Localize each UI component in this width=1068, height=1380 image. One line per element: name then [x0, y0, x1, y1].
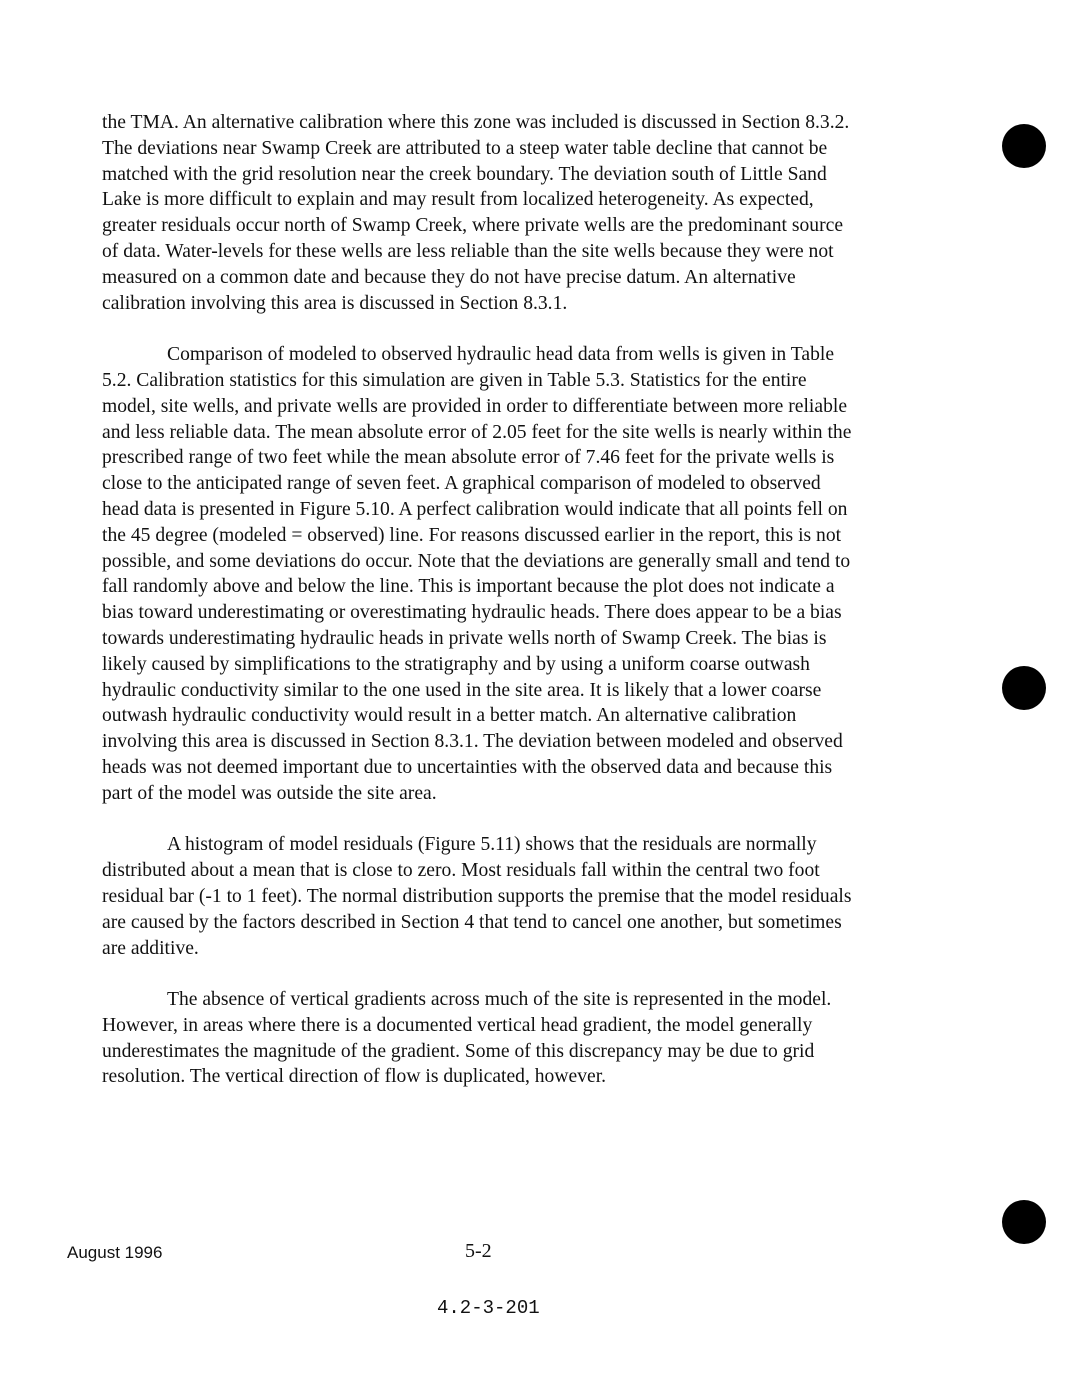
punch-hole-bottom	[1002, 1200, 1046, 1244]
body-text	[102, 110, 862, 1116]
footer-page-number: 5-2	[465, 1240, 492, 1262]
punch-hole-top	[1002, 124, 1046, 168]
punch-hole-middle	[1002, 666, 1046, 710]
paragraph-residual-histogram: A histogram of model residuals (Figure 5.11) shows that the residuals are normally distributed about a mean that is close to zero. Most residuals fall within the central two foot residual bar (-1 to 1 feet). The normal distribution supports the premise that the model residuals are caused by the factors described in Section 4 that tend to cancel one another, but sometimes are additive.	[102, 834, 852, 959]
document-number: 4.2-3-201	[437, 1297, 540, 1319]
paragraph-calibration-statistics: Comparison of modeled to observed hydraulic head data from wells is given in Table 5.2. Calibration statistics for this simulation are given in Table 5.3. Statistics for the entire model, site wells, and private wells are provided in order to differentiate between more reliable and less reliable data. The mean absolute error of 2.05 feet for the site wells is nearly within the prescribed range of two feet while the mean absolute error of 7.46 feet for the private wells is close to the anticipated range of seven feet. A graphical comparison of modeled to observed head data is presented in Figure 5.10. A perfect calibration would indicate that all points fell on the 45 degree (modeled = observed) line. For reasons discussed earlier in the report, this is not possible, and some deviations do occur. Note that the deviations are generally small and tend to fall randomly above and below the line. This is important because the plot does not indicate a bias toward underestimating or overestimating hydraulic heads. There does appear to be a bias towards underestimating hydraulic heads in private wells north of Swamp Creek. The bias is likely caused by simplifications to the stratigraphy and by using a uniform coarse outwash hydraulic conductivity similar to the one used in the site area. It is likely that a lower coarse outwash hydraulic conductivity would result in a better match. An alternative calibration involving this area is discussed in Section 8.3.1. The deviation between modeled and observed heads was not deemed important due to uncertainties with the observed data and because this part of the model was outside the site area.	[102, 344, 852, 804]
paragraph-continuation: the TMA. An alternative calibration where this zone was included is discussed in Section 8.3.2. The deviations near Swamp Creek are attributed to a steep water table decline that cannot be matched with the grid resolution near the creek boundary. The deviation south of Little Sand Lake is more difficult to explain and may result from localized heterogeneity. As expected, greater residuals occur north of Swamp Creek, where private wells are the predominant source of data. Water-levels for these wells are less reliable than the site wells because they were not measured on a common date and because they do not have precise datum. An alternative calibration involving this area is discussed in Section 8.3.1.	[102, 112, 850, 314]
paragraph-vertical-gradients: The absence of vertical gradients across much of the site is represented in the model. However, in areas where there is a documented vertical head gradient, the model generally underestimates the magnitude of the gradient. Some of this discrepancy may be due to grid resolution. The vertical direction of flow is duplicated, however.	[102, 989, 832, 1088]
footer-date: August 1996	[67, 1243, 163, 1262]
